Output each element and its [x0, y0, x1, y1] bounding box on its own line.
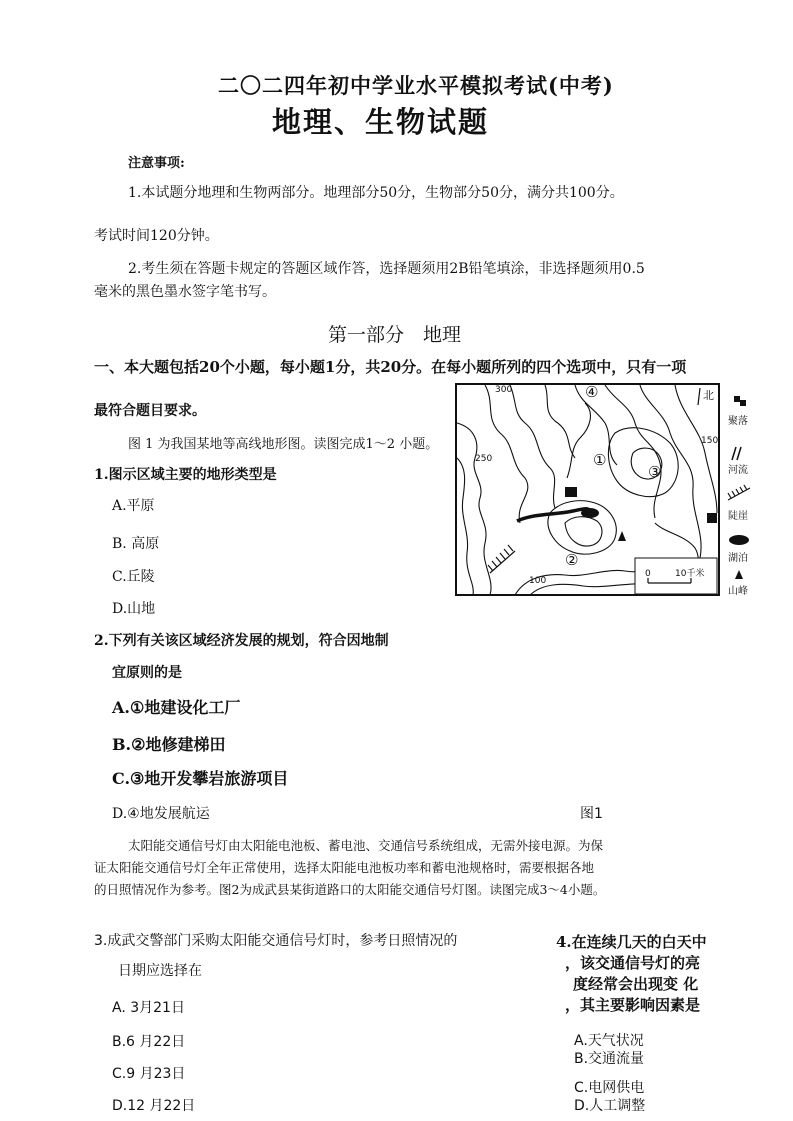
marker-1: ① — [593, 451, 607, 469]
question-2-stem-line2: 宜原则的是 — [112, 665, 182, 681]
legend-peak — [728, 570, 748, 597]
contour-map — [455, 383, 720, 596]
map-legend — [722, 392, 762, 602]
question-3-stem-line1: 3.成武交警部门采购太阳能交通信号灯时，参考日照情况的 — [94, 933, 458, 949]
legend-label-settlement: 聚落 — [728, 416, 748, 427]
notice-item-1: 1.本试题分地理和生物两部分。地理部分50分，生物部分50分，满分共100分。 — [128, 185, 624, 201]
question-4-stem-line4: ，其主要影响因素是 — [565, 996, 701, 1014]
contour-label-250: 250 — [475, 454, 493, 464]
legend-label-river: 河流 — [728, 465, 748, 476]
question-4-option-d: D.人工调整 — [574, 1098, 646, 1114]
passage-line1: 太阳能交通信号灯由太阳能电池板、蓄电池、交通信号系统组成，无需外接电源。为保 — [128, 838, 604, 853]
marker-3: ③ — [648, 463, 662, 481]
figure1-intro: 图 1 为我国某地等高线地形图。读图完成1～2 小题。 — [128, 437, 439, 452]
part1-heading: 第一部分 地理 — [328, 324, 462, 346]
figure1-caption: 图1 — [580, 806, 603, 822]
notice-item-2-line1: 2.考生须在答题卡规定的答题区域作答，选择题须用2B铅笔填涂，非选择题须用0.5 — [128, 261, 645, 277]
question-1-option-a: A.平原 — [112, 498, 155, 514]
question-1-option-d: D.山地 — [112, 601, 156, 617]
contour-label-100: 100 — [529, 576, 547, 586]
exam-title: 二〇二四年初中学业水平模拟考试(中考) — [218, 73, 614, 98]
notice-heading: 注意事项: — [128, 156, 185, 171]
exam-subject-title: 地理、生物试题 — [272, 105, 490, 139]
settlement-symbol-east — [707, 513, 717, 523]
legend-label-lake: 湖泊 — [728, 553, 748, 564]
part1-instruction-line1: 一、本大题包括20个小题，每小题1分，共20分。在每小题所列的四个选项中，只有一项 — [94, 358, 687, 376]
legend-settlement — [728, 396, 748, 427]
question-2-option-b: B.②地修建梯田 — [112, 735, 226, 754]
scale-bar — [635, 558, 717, 594]
question-2-option-c: C.③地开发攀岩旅游项目 — [112, 769, 289, 788]
marker-2: ② — [565, 551, 579, 569]
question-3-stem-line2: 日期应选择在 — [118, 963, 202, 979]
question-2-stem-line1: 2.下列有关该区域经济发展的规划，符合因地制 — [94, 633, 389, 649]
question-4-stem-line2: ，该交通信号灯的亮 — [565, 954, 701, 972]
question-3-option-c: C.9 月23日 — [112, 1066, 186, 1082]
question-1-option-b: B. 高原 — [112, 536, 160, 552]
question-1-stem: 1.图示区域主要的地形类型是 — [94, 467, 277, 483]
contour-label-300: 300 — [495, 385, 513, 395]
lake-symbol — [581, 508, 599, 518]
scale-zero: 0 — [645, 569, 651, 579]
legend-cliff — [728, 485, 750, 522]
question-2-option-d: D.④地发展航运 — [112, 806, 210, 822]
legend-lake — [728, 535, 749, 564]
legend-label-cliff: 陡崖 — [728, 511, 748, 522]
legend-river — [728, 447, 748, 476]
question-3-option-b: B.6 月22日 — [112, 1034, 186, 1050]
question-4-option-c: C.电网供电 — [574, 1080, 645, 1096]
passage-line3: 的日照情况作为参考。图2为成武县某街道路口的太阳能交通信号灯图。读图完成3～4小题。 — [94, 882, 606, 897]
scale-end: 10千米 — [675, 569, 705, 579]
question-3-option-a: A. 3月21日 — [112, 1000, 185, 1016]
settlement-symbol — [565, 487, 577, 497]
question-4-option-a: A.天气状况 — [574, 1033, 644, 1049]
question-4-option-b: B.交通流量 — [574, 1051, 645, 1067]
legend-label-peak: 山峰 — [728, 586, 748, 597]
question-3-option-d: D.12 月22日 — [112, 1098, 196, 1114]
question-4-stem-line3: 度经常会出现变 化 — [573, 975, 699, 993]
notice-item-2-line2: 毫米的黑色墨水签字笔书写。 — [94, 284, 276, 300]
question-1-option-c: C.丘陵 — [112, 569, 155, 585]
question-2-option-a: A.①地建设化工厂 — [112, 698, 241, 717]
north-label: 北 — [703, 389, 714, 402]
marker-4: ④ — [585, 383, 599, 401]
contour-label-150: 150 — [701, 436, 719, 446]
passage-line2: 证太阳能交通信号灯全年正常使用，选择太阳能电池板功率和蓄电池规格时，需要根据各地 — [94, 860, 595, 875]
notice-item-1-cont: 考试时间120分钟。 — [94, 228, 219, 244]
part1-instruction-line2: 最符合题目要求。 — [94, 403, 206, 419]
question-4-stem-line1: 4.在连续几天的白天中 — [556, 933, 707, 951]
